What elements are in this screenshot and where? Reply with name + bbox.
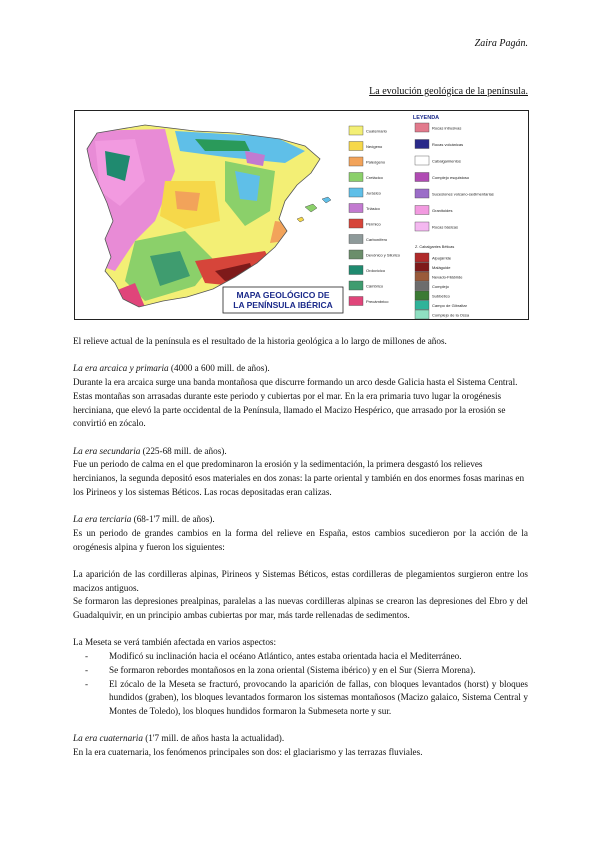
era4-paragraph: En la era cuaternaria, los fenómenos principales son dos: el glaciarismo y las terrazas fluviales. — [73, 747, 423, 757]
legend-swatch — [415, 173, 429, 182]
legend-swatch — [415, 189, 429, 198]
legend-swatch — [349, 250, 363, 259]
legend-label: Cretácico — [366, 175, 383, 180]
legend-swatch — [349, 219, 363, 228]
era2-heading — [73, 445, 528, 459]
legend-label: Complejo — [432, 284, 449, 289]
legend-label: Cámbrico — [366, 283, 384, 289]
legend-swatch — [349, 126, 363, 135]
era1-paragraph: Durante la era arcaica surge una banda montañosa que discurre formando un arco desde Galicia hasta el Sistema Central. Estas montañas son arrasadas durante este periodo y cubiertas por el mar. En la era primaria tuvo lugar la orogénesis herciniana, que elevó la parte occidental de la Península, llamado el Macizo Hespérico, que arrasado por la erosión se convirtió en zócalo. — [73, 377, 518, 429]
legend-label: Ordovícico — [366, 268, 386, 273]
legend-label: Triásico — [366, 206, 380, 211]
meseta-list — [73, 650, 528, 719]
legend-label: Sucesiones volcano-sedimentarias — [432, 191, 494, 197]
legend-swatch — [415, 291, 429, 300]
legend-label: Alpujárride — [432, 255, 452, 261]
era1-title: La era arcaica y primaria — [73, 363, 169, 374]
legend-label: Complejo de la Ossa — [432, 312, 470, 318]
era3-title: La era terciaria — [73, 514, 132, 525]
document-body — [73, 335, 528, 760]
era3-cordilleras-paragraph: La aparición de las cordilleras alpinas, Pirineos y Sistemas Béticos, estas cordilleras de plegamientos surgieron entre los macizos antiguos. — [73, 568, 528, 593]
legend-label: Campo de Gibraltar — [432, 303, 467, 308]
legend-label: Maláguide — [432, 265, 451, 270]
legend-label: Precámbrico — [366, 299, 389, 304]
geological-map-svg — [75, 111, 528, 319]
legend-swatch — [415, 253, 429, 262]
map-title-line2: LA PENÍNSULA IBÉRICA — [233, 300, 333, 310]
map-title-line1: MAPA GEOLÓGICO DE — [236, 290, 330, 300]
legend-swatch — [415, 272, 429, 281]
legend-label: Rocas básicas — [432, 224, 459, 230]
legend-swatch — [349, 173, 363, 182]
era4-title: La era cuaternaria — [73, 733, 143, 744]
era3-paragraph: Es un periodo de grandes cambios en la forma del relieve en España, estos cambios sucedieron por la acción de la orogénesis alpina y fueron los siguientes: — [73, 527, 528, 552]
legend-label: Cabalgamientos — [432, 158, 461, 164]
legend-label: Rocas intrusivas — [432, 125, 462, 131]
meseta-intro: La Meseta se verá también afectada en varios aspectos: — [73, 637, 277, 648]
era2-dates: (225-68 mill. de años). — [140, 445, 227, 456]
intro-paragraph: El relieve actual de la península es el resultado de la historia geológica a lo largo de millones de años. — [73, 336, 447, 346]
legend-label: Complejo esquistoso — [432, 175, 470, 180]
legend-subtitle: Z. Cabalgantes Béticas — [415, 245, 455, 249]
legend-swatch — [415, 263, 429, 272]
legend-swatch — [415, 301, 429, 310]
era3-heading — [73, 513, 528, 527]
legend-swatch — [349, 297, 363, 306]
legend-label: Neógeno — [366, 144, 383, 149]
legend-swatch — [349, 188, 363, 197]
legend-label: Subbético — [432, 293, 450, 299]
legend-label: Nevado-Filábride — [432, 274, 463, 280]
legend-swatch — [415, 222, 429, 231]
document-title: La evolución geológica de la península. — [369, 86, 528, 97]
era3-depresiones-paragraph: Se formaron las depresiones prealpinas, paralelas a las nuevas cordilleras alpinas se crearon las depresiones del Ebro y del Guadalquivir, en un principio ambas cubiertas por mar, más tarde rellenadas de sedimentos. — [73, 596, 528, 620]
legend-label: Jurásico — [366, 190, 381, 196]
list-item: - El zócalo de la Meseta se fracturó, provocando la aparición de fallas, con bloques levantados (horst) y bloques hundidos (graben), los bloques levantados formaron los sistemas montañosos (Macizo galaico, Sistema Central y Montes de Toledo), los bloques hundidos formaron la Submeseta norte y sur. — [109, 678, 528, 719]
legend-label: Rocas volcánicas — [432, 142, 464, 147]
legend-swatch — [349, 281, 363, 290]
era2-title: La era secundaria — [73, 445, 141, 456]
legend-swatch — [415, 140, 429, 149]
legend-swatch — [415, 282, 429, 291]
geological-map-figure — [74, 110, 529, 320]
list-item: - Se formaron rebordes montañosos en la zona oriental (Sistema ibérico) y en el Sur (Sierra Morena). — [109, 664, 528, 678]
legend-swatch — [349, 157, 363, 166]
legend-swatch — [415, 156, 429, 165]
legend-swatch — [415, 206, 429, 215]
legend-swatch — [415, 123, 429, 132]
legend-label: Granitoides — [432, 208, 453, 213]
legend-label: Paleógeno — [366, 159, 386, 165]
legend-swatch — [349, 204, 363, 213]
era4-dates: (1'7 mill. de años hasta la actualidad). — [142, 733, 285, 744]
legend-swatch — [415, 310, 429, 319]
author-name: Zaira Pagán. — [474, 38, 528, 49]
era3-dates: (68-1'7 mill. de años). — [131, 514, 215, 525]
era1-dates: (4000 a 600 mill. de años). — [168, 363, 270, 374]
legend-label: Carbonífero — [366, 237, 388, 242]
legend-label: Cuaternario — [366, 128, 387, 134]
legend-title: LEYENDA — [412, 115, 440, 121]
era1-heading — [73, 362, 528, 376]
era4-heading — [73, 732, 528, 746]
legend-swatch — [349, 235, 363, 244]
list-item: - Modificó su inclinación hacia el océano Atlántico, antes estaba orientada hacia el Mediterráneo. — [109, 650, 528, 664]
legend-swatch — [349, 142, 363, 151]
legend-label: Devónico y Silúrico — [366, 252, 401, 258]
era2-paragraph: Fue un periodo de calma en el que predominaron la erosión y la sedimentación, la primera desgastó los relieves hercinianos, la segunda depositó esos materiales en dos zonas: la parte oriental y también en dos enormes fosas marinas en los Pirineos y los sistemas Béticos. Las rocas depositadas eran calizas. — [73, 459, 525, 497]
legend-swatch — [349, 266, 363, 275]
legend-label: Pérmico — [366, 221, 381, 227]
